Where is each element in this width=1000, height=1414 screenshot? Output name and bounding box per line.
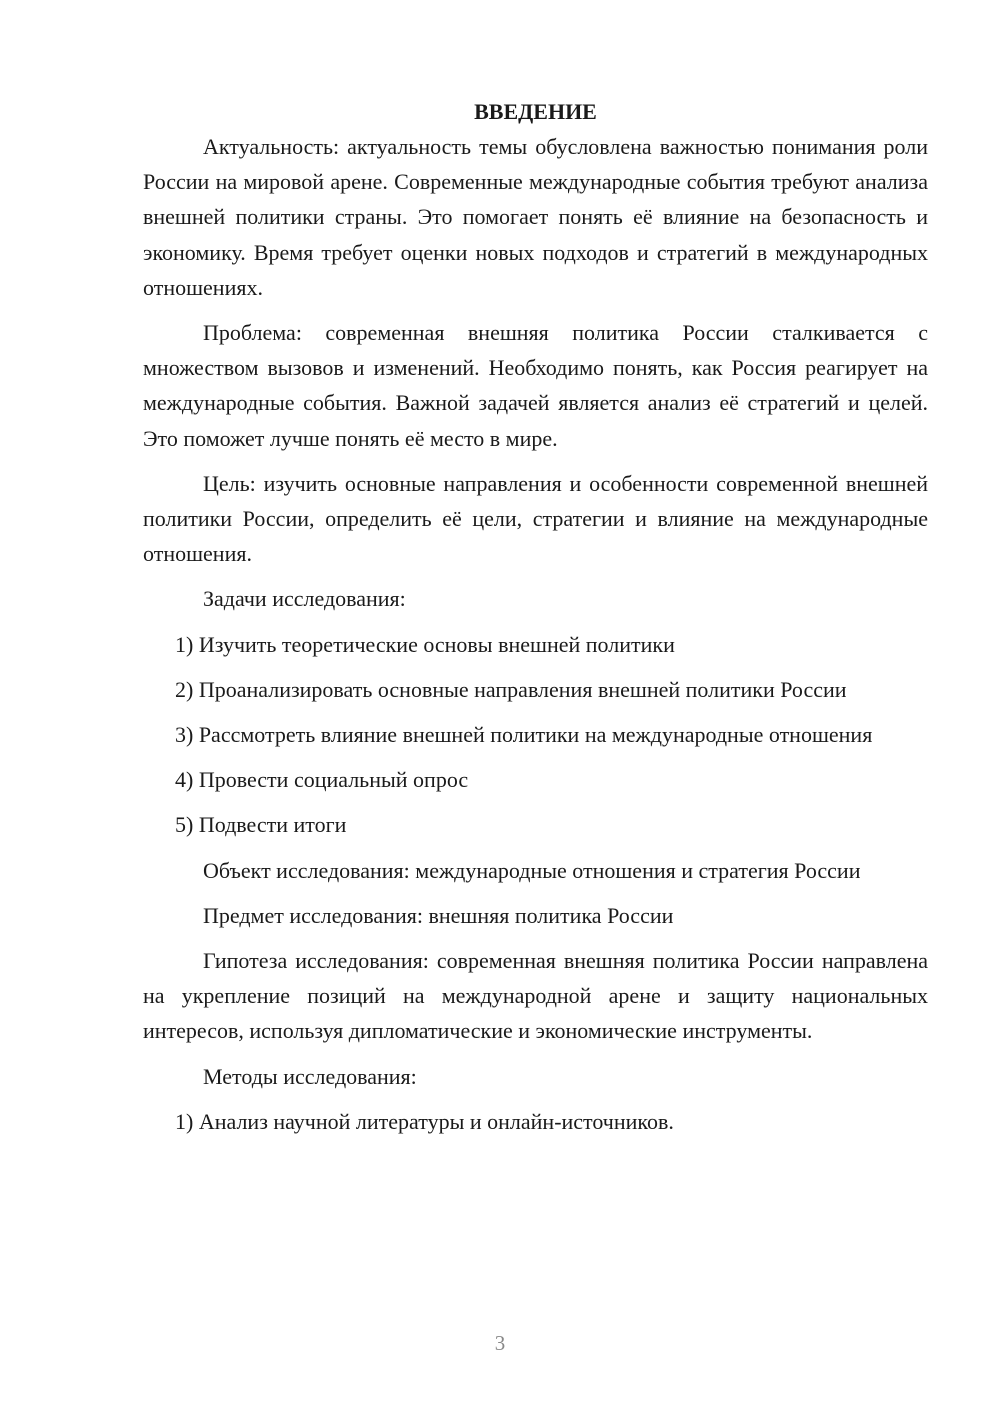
paragraph-object: Объект исследования: международные отношения и стратегия России [203,857,861,883]
paragraph-problem: Проблема: современная внешняя политика России сталкивается с множеством вызовов и изменений. Необходимо понять, как Россия реагирует на международные события. Важной задачей является анализ её стратегий и целей. Это поможет лучше понять её место в мире. [143,320,928,451]
document-page [143,94,928,1149]
methods-title: Методы исследования: [203,1063,417,1089]
task-item-3: 3) Рассмотреть влияние внешней политики на международные отношения [175,722,873,748]
paragraph-hypothesis: Гипотеза исследования: современная внешняя политика России направлена на укрепление позиций на международной арене и защиту национальных интересов, используя дипломатические и экономические инструменты. [143,948,928,1044]
paragraph-subject: Предмет исследования: внешняя политика России [203,902,674,928]
section-heading: ВВЕДЕНИЕ [474,99,597,124]
task-item-4: 4) Провести социальный опрос [175,767,469,793]
paragraph-goal: Цель: изучить основные направления и особенности современной внешней политики России, определить её цели, стратегии и влияние на международные отношения. [143,470,928,567]
tasks-title: Задачи исследования: [203,586,406,612]
paragraph-relevance: Актуальность: актуальность темы обусловлена важностью понимания роли России на мировой арене. Современные международные события требуют анализа внешней политики страны. Это помогает понять её влияние на безопасность и экономику. Время требует оценки новых подходов и стратегий в международных отношениях. [143,134,928,300]
method-item-1: 1) Анализ научной литературы и онлайн-источников. [175,1108,674,1134]
task-item-2: 2) Проанализировать основные направления внешней политики России [175,676,847,702]
task-item-5: 5) Подвести итоги [175,812,347,838]
task-item-1: 1) Изучить теоретические основы внешней политики [175,631,675,657]
page-number: 3 [494,1331,506,1355]
